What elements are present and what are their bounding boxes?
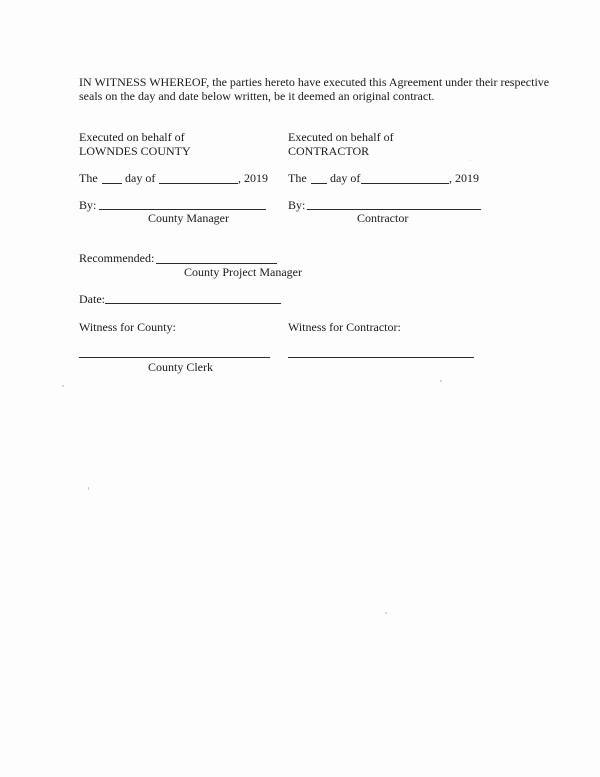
- county-year: , 2019: [238, 171, 268, 185]
- county-manager-signature-line[interactable]: [99, 209, 266, 210]
- contractor-party-name: CONTRACTOR: [288, 144, 370, 158]
- scan-speck: [62, 385, 64, 387]
- contractor-month-blank[interactable]: [361, 183, 449, 184]
- project-manager-signature-line[interactable]: [156, 263, 277, 264]
- project-manager-title: County Project Manager: [184, 265, 302, 279]
- county-by-label: By:: [79, 198, 97, 212]
- contractor-by-label: By:: [288, 198, 306, 212]
- contractor-signature-line[interactable]: [307, 209, 481, 210]
- county-manager-title: County Manager: [148, 211, 229, 225]
- date-blank-line[interactable]: [105, 303, 281, 304]
- scan-speck: [385, 612, 387, 614]
- witness-contractor-signature-line[interactable]: [288, 357, 474, 358]
- county-day-of-label: day of: [125, 171, 156, 185]
- scan-speck: [88, 487, 89, 490]
- county-clerk-title: County Clerk: [148, 360, 213, 374]
- county-party-name: LOWNDES COUNTY: [79, 144, 191, 158]
- county-executed-label: Executed on behalf of: [79, 130, 185, 144]
- contractor-day-blank[interactable]: [311, 183, 327, 184]
- preamble-line-1: IN WITNESS WHEREOF, the parties hereto have executed this Agreement under their respective: [79, 75, 550, 89]
- contractor-executed-label: Executed on behalf of: [288, 130, 394, 144]
- witness-contractor-label: Witness for Contractor:: [288, 320, 401, 334]
- scan-speck: [470, 160, 471, 161]
- recommended-label: Recommended:: [79, 251, 155, 265]
- county-the-label: The: [79, 171, 98, 185]
- date-label: Date:: [79, 292, 105, 306]
- county-day-blank[interactable]: [102, 183, 122, 184]
- preamble-line-2: seals on the day and date below written, be it deemed an original contract.: [79, 89, 435, 103]
- witness-county-label: Witness for County:: [79, 320, 176, 334]
- scan-speck: [440, 380, 442, 382]
- contractor-day-of-label: day of: [330, 171, 361, 185]
- contractor-the-label: The: [288, 171, 307, 185]
- county-month-blank[interactable]: [159, 183, 238, 184]
- witness-county-signature-line[interactable]: [79, 357, 270, 358]
- contractor-title: Contractor: [357, 211, 409, 225]
- contractor-year: , 2019: [449, 171, 479, 185]
